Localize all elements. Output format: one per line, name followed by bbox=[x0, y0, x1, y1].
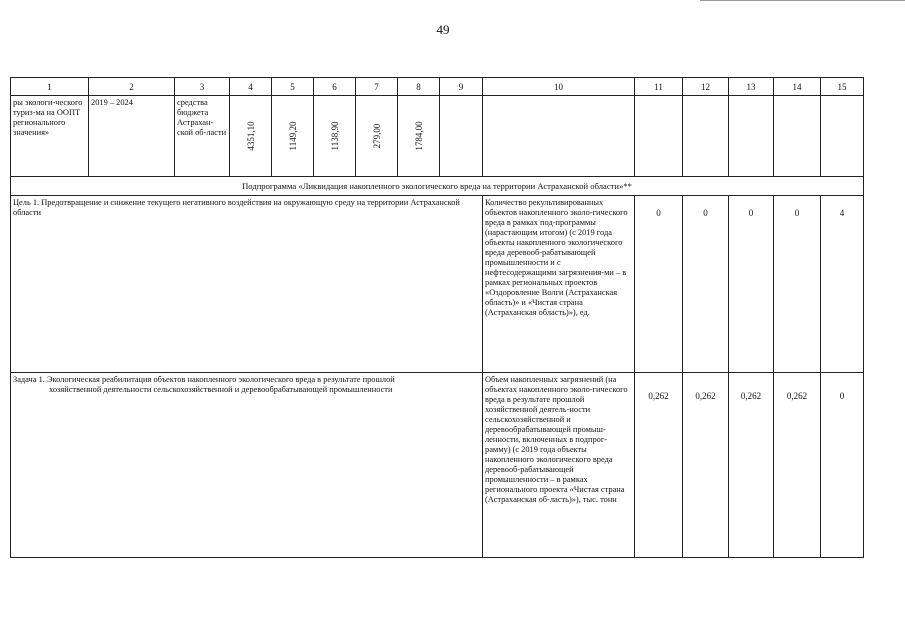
task-text bbox=[11, 373, 483, 558]
task-value-13: 0,262 bbox=[729, 373, 774, 558]
header-cell-14: 14 bbox=[774, 78, 821, 96]
header-cell-11: 11 bbox=[635, 78, 683, 96]
activity-row bbox=[11, 96, 864, 177]
activity-year-4 bbox=[398, 96, 440, 177]
activity-total-value: 4351,10 bbox=[245, 121, 256, 151]
header-cell-12: 12 bbox=[683, 78, 729, 96]
activity-year-4-value: 1784,00 bbox=[413, 121, 424, 151]
program-table bbox=[10, 77, 864, 558]
header-cell-6: 6 bbox=[314, 78, 356, 96]
page-number: 49 bbox=[436, 22, 450, 37]
header-cell-4: 4 bbox=[230, 78, 272, 96]
activity-col-14 bbox=[774, 96, 821, 177]
header-cell-7: 7 bbox=[356, 78, 398, 96]
activity-col-12 bbox=[683, 96, 729, 177]
activity-year-2 bbox=[314, 96, 356, 177]
header-cell-9: 9 bbox=[440, 78, 483, 96]
header-cell-8: 8 bbox=[398, 78, 440, 96]
goal-text: Цель 1. Предотвращение и снижение текущего негативного воздействия на окружающую среду на территории Астраханской области bbox=[11, 196, 483, 373]
activity-period: 2019 – 2024 bbox=[89, 96, 175, 177]
task-indicator: Объем накопленных загрязнений (на объектах накопленного эколо-гического вреда в результате прошлой хозяйственной деятель-ности сельскохозяйственной и деревообрабатывающей промыш-ленности, включенных в подпрог-рамму) (с 2019 года объекты накопленного экологического вреда деревооб-рабатывающей промышленности – в рамках регионального проекта «Чистая страна (Астраханская об-ласть)»), тыс. тонн bbox=[483, 373, 635, 558]
header-cell-15: 15 bbox=[821, 78, 864, 96]
header-cell-13: 13 bbox=[729, 78, 774, 96]
goal-indicator: Количество рекультивированных объектов накопленного эколо-гического вреда в рамках под-программы (нарастающим итогом) (с 2019 года объекты накопленного экологического вреда деревооб-рабатывающей промышленности и с нефтесодержащими загрязнения-ми – в рамках региональных проектов «Оздоровление Волги (Астраханская область)» и «Чистая страна (Астраханская область)»), ед. bbox=[483, 196, 635, 373]
subprogram-title: Подпрограмма «Ликвидация накопленного экологического вреда на территории Астраханской области»** bbox=[11, 177, 864, 196]
activity-col-9 bbox=[440, 96, 483, 177]
activity-year-3 bbox=[356, 96, 398, 177]
task-value-11: 0,262 bbox=[635, 373, 683, 558]
activity-name: ры экологи-ческого туриз-ма на ООПТ регионального значения» bbox=[11, 96, 89, 177]
subprogram-row bbox=[11, 177, 864, 196]
header-cell-3: 3 bbox=[175, 78, 230, 96]
goal-value-12: 0 bbox=[683, 196, 729, 373]
header-cell-1: 1 bbox=[11, 78, 89, 96]
goal-value-15: 4 bbox=[821, 196, 864, 373]
task-value-12: 0,262 bbox=[683, 373, 729, 558]
activity-funding-source: средства бюджета Астрахан-ской об-ласти bbox=[175, 96, 230, 177]
header-cell-10: 10 bbox=[483, 78, 635, 96]
goal-value-13: 0 bbox=[729, 196, 774, 373]
activity-total bbox=[230, 96, 272, 177]
goal-value-14: 0 bbox=[774, 196, 821, 373]
activity-col-10 bbox=[483, 96, 635, 177]
activity-year-3-value: 279,00 bbox=[371, 123, 382, 149]
activity-col-13 bbox=[729, 96, 774, 177]
task-value-15: 0 bbox=[821, 373, 864, 558]
top-rule bbox=[700, 0, 905, 1]
activity-col-15 bbox=[821, 96, 864, 177]
task-text-line-1: Задача 1. Экологическая реабилитация объектов накопленного экологического вреда в результате прошлой bbox=[13, 375, 395, 384]
activity-year-1 bbox=[272, 96, 314, 177]
activity-year-1-value: 1149,20 bbox=[287, 121, 298, 151]
activity-year-2-value: 1138,90 bbox=[329, 121, 340, 151]
task-text-line-2: хозяйственной деятельности сельскохозяйственной и деревообрабатывающей промышленности bbox=[49, 385, 393, 394]
header-row bbox=[11, 78, 864, 96]
header-cell-2: 2 bbox=[89, 78, 175, 96]
task-row bbox=[11, 373, 864, 558]
activity-col-11 bbox=[635, 96, 683, 177]
header-cell-5: 5 bbox=[272, 78, 314, 96]
task-value-14: 0,262 bbox=[774, 373, 821, 558]
goal-row bbox=[11, 196, 864, 373]
goal-value-11: 0 bbox=[635, 196, 683, 373]
